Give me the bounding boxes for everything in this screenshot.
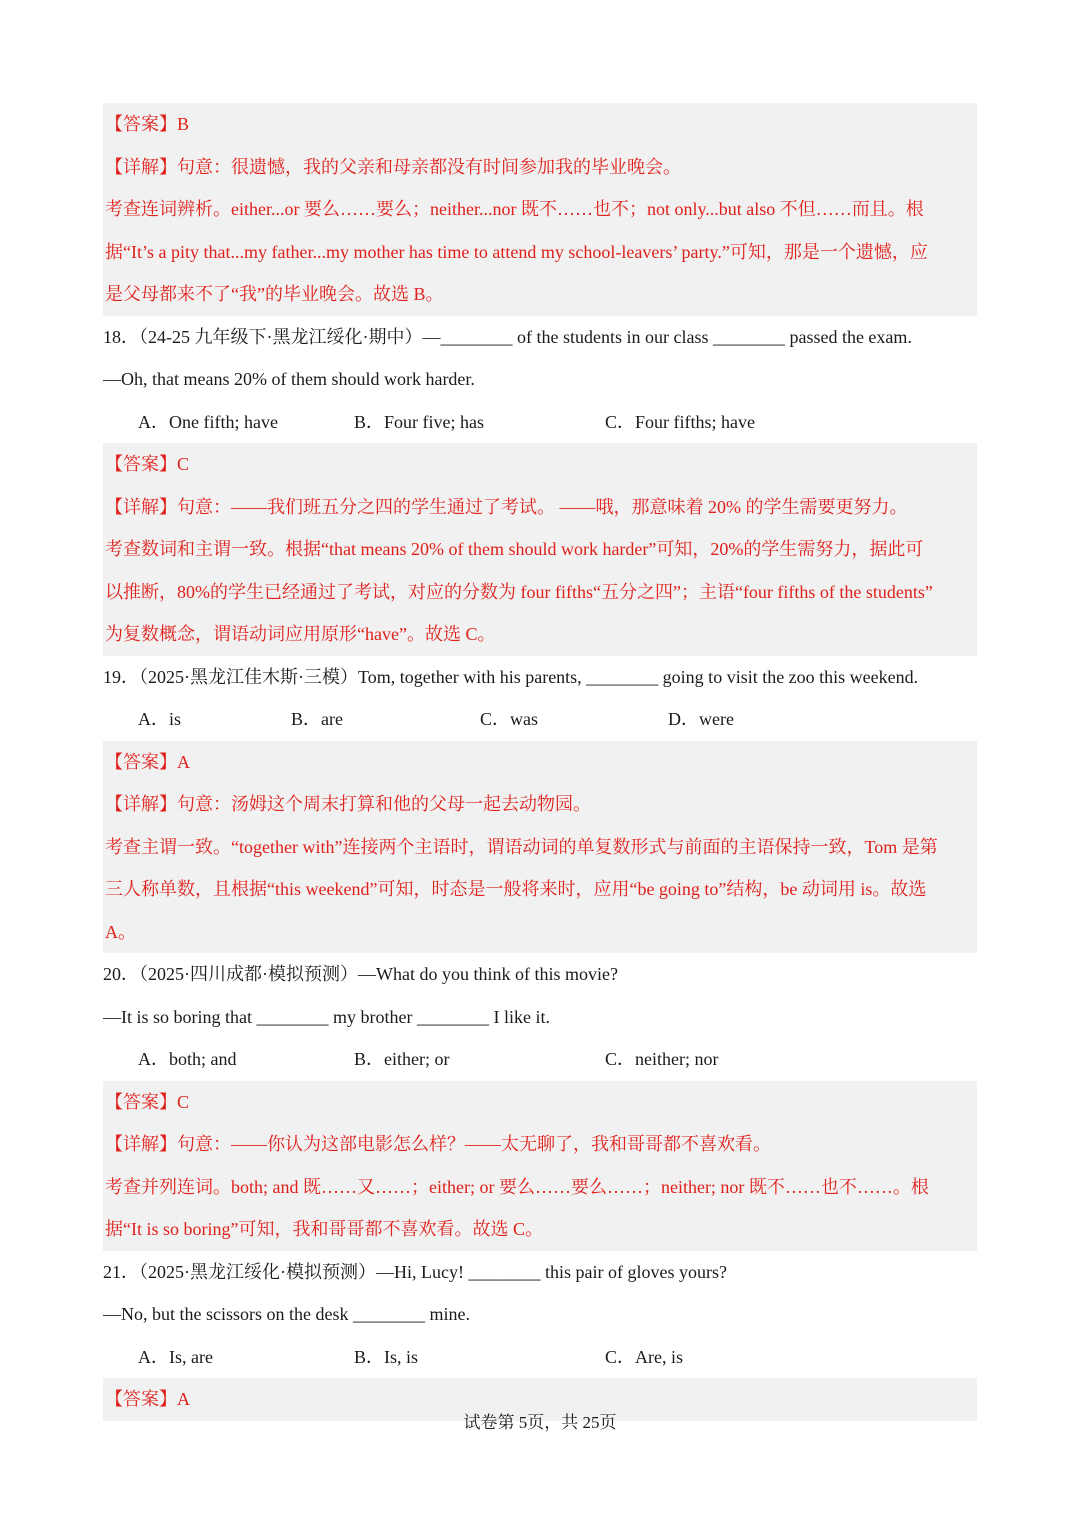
question-stem: 19．（2025·黑龙江佳木斯·三模）Tom, together with his parents, ________ going to visit the zoo this weekend.	[103, 666, 919, 687]
explain-line: 三人称单数，且根据“this weekend”可知，时态是一般将来时，应用“be going to”结构，be 动词用 is。故选	[105, 879, 927, 899]
answer-line: 【答案】B	[105, 114, 190, 134]
explain-line: 据“It’s a pity that...my father...my mother has time to attend my school-leavers’ party.”可知，那是一个遗憾，应	[105, 241, 928, 262]
option-c: C．Are, is	[605, 1346, 683, 1367]
answer-block-20	[103, 1081, 977, 1251]
option-a: A．is	[138, 709, 182, 729]
option-b: B．Is, is	[354, 1346, 419, 1367]
question-19	[103, 656, 977, 741]
option-b: B．either; or	[354, 1049, 450, 1069]
question-20	[103, 953, 977, 1081]
question-stem: —No, but the scissors on the desk ________ mine.	[103, 1304, 470, 1324]
question-stem: 20．（2025·四川成都·模拟预测）—What do you think of this movie?	[103, 964, 618, 984]
answer-line: 【答案】A	[105, 751, 190, 772]
explain-line: 考查数词和主谓一致。根据“that means 20% of them should work harder”可知，20%的学生需努力，据此可	[105, 539, 924, 559]
explain-line: 考查主谓一致。“together with”连接两个主语时，谓语动词的单复数形式与前面的主语保持一致，Tom 是第	[105, 836, 938, 857]
option-b: B．Four five; has	[354, 411, 484, 432]
answer-line: 【答案】C	[105, 454, 190, 474]
option-c: C．was	[480, 709, 538, 729]
explain-line: 【详解】句意：——你认为这部电影怎么样？——太无聊了，我和哥哥都不喜欢看。	[105, 1134, 771, 1154]
answer-line: 【答案】C	[105, 1091, 190, 1112]
options-row	[103, 1038, 977, 1081]
option-a: A．One fifth; have	[138, 411, 278, 432]
explain-line: 为复数概念，谓语动词应用原形“have”。故选 C。	[105, 624, 496, 644]
option-a: A．Is, are	[138, 1346, 213, 1367]
explain-line: A。	[105, 921, 136, 942]
explain-line: 考查并列连词。both; and 既……又……；either; or 要么……要么……；neither; nor 既不……也不……。根	[105, 1176, 929, 1197]
question-stem: 21．（2025·黑龙江绥化·模拟预测）—Hi, Lucy! ________ this pair of gloves yours?	[103, 1261, 727, 1282]
question-21	[103, 1251, 977, 1379]
question-18	[103, 316, 977, 444]
question-stem: —Oh, that means 20% of them should work harder.	[103, 369, 475, 389]
answer-block-19	[103, 741, 977, 954]
options-row	[103, 698, 977, 741]
explain-line: 【详解】句意：很遗憾，我的父亲和母亲都没有时间参加我的毕业晚会。	[105, 156, 681, 177]
explain-line: 是父母都来不了“我”的毕业晚会。故选 B。	[105, 284, 444, 304]
explain-line: 考查连词辨析。either...or 要么……要么；neither...nor 既不……也不；not only...but also 不但……而且。根	[105, 199, 924, 219]
answer-block-17	[103, 103, 977, 316]
explain-line: 【详解】句意：——我们班五分之四的学生通过了考试。 ——哦，那意味着 20% 的学生需要更努力。	[105, 496, 908, 517]
option-c: C．Four fifths; have	[605, 411, 755, 432]
options-row	[103, 1336, 977, 1379]
exam-page-content	[103, 103, 977, 1421]
page-footer: 试卷第 5页，共 25页	[463, 1413, 617, 1432]
option-c: C．neither; nor	[605, 1049, 719, 1069]
question-stem: —It is so boring that ________ my brother ________ I like it.	[103, 1006, 550, 1027]
answer-block-18	[103, 443, 977, 656]
option-a: A．both; and	[138, 1049, 237, 1069]
answer-line: 【答案】A	[105, 1389, 190, 1409]
explain-line: 据“It is so boring”可知，我和哥哥都不喜欢看。故选 C。	[105, 1219, 543, 1239]
option-d: D．were	[668, 709, 734, 729]
explain-line: 【详解】句意：汤姆这个周末打算和他的父母一起去动物园。	[105, 794, 591, 814]
options-row	[103, 401, 977, 444]
explain-line: 以推断，80%的学生已经通过了考试，对应的分数为 four fifths“五分之四”；主语“four fifths of the students”	[105, 581, 933, 602]
question-stem: 18．（24-25 九年级下·黑龙江绥化·期中）—________ of the students in our class ________ passed the exam.	[103, 326, 912, 347]
option-b: B．are	[291, 709, 343, 729]
